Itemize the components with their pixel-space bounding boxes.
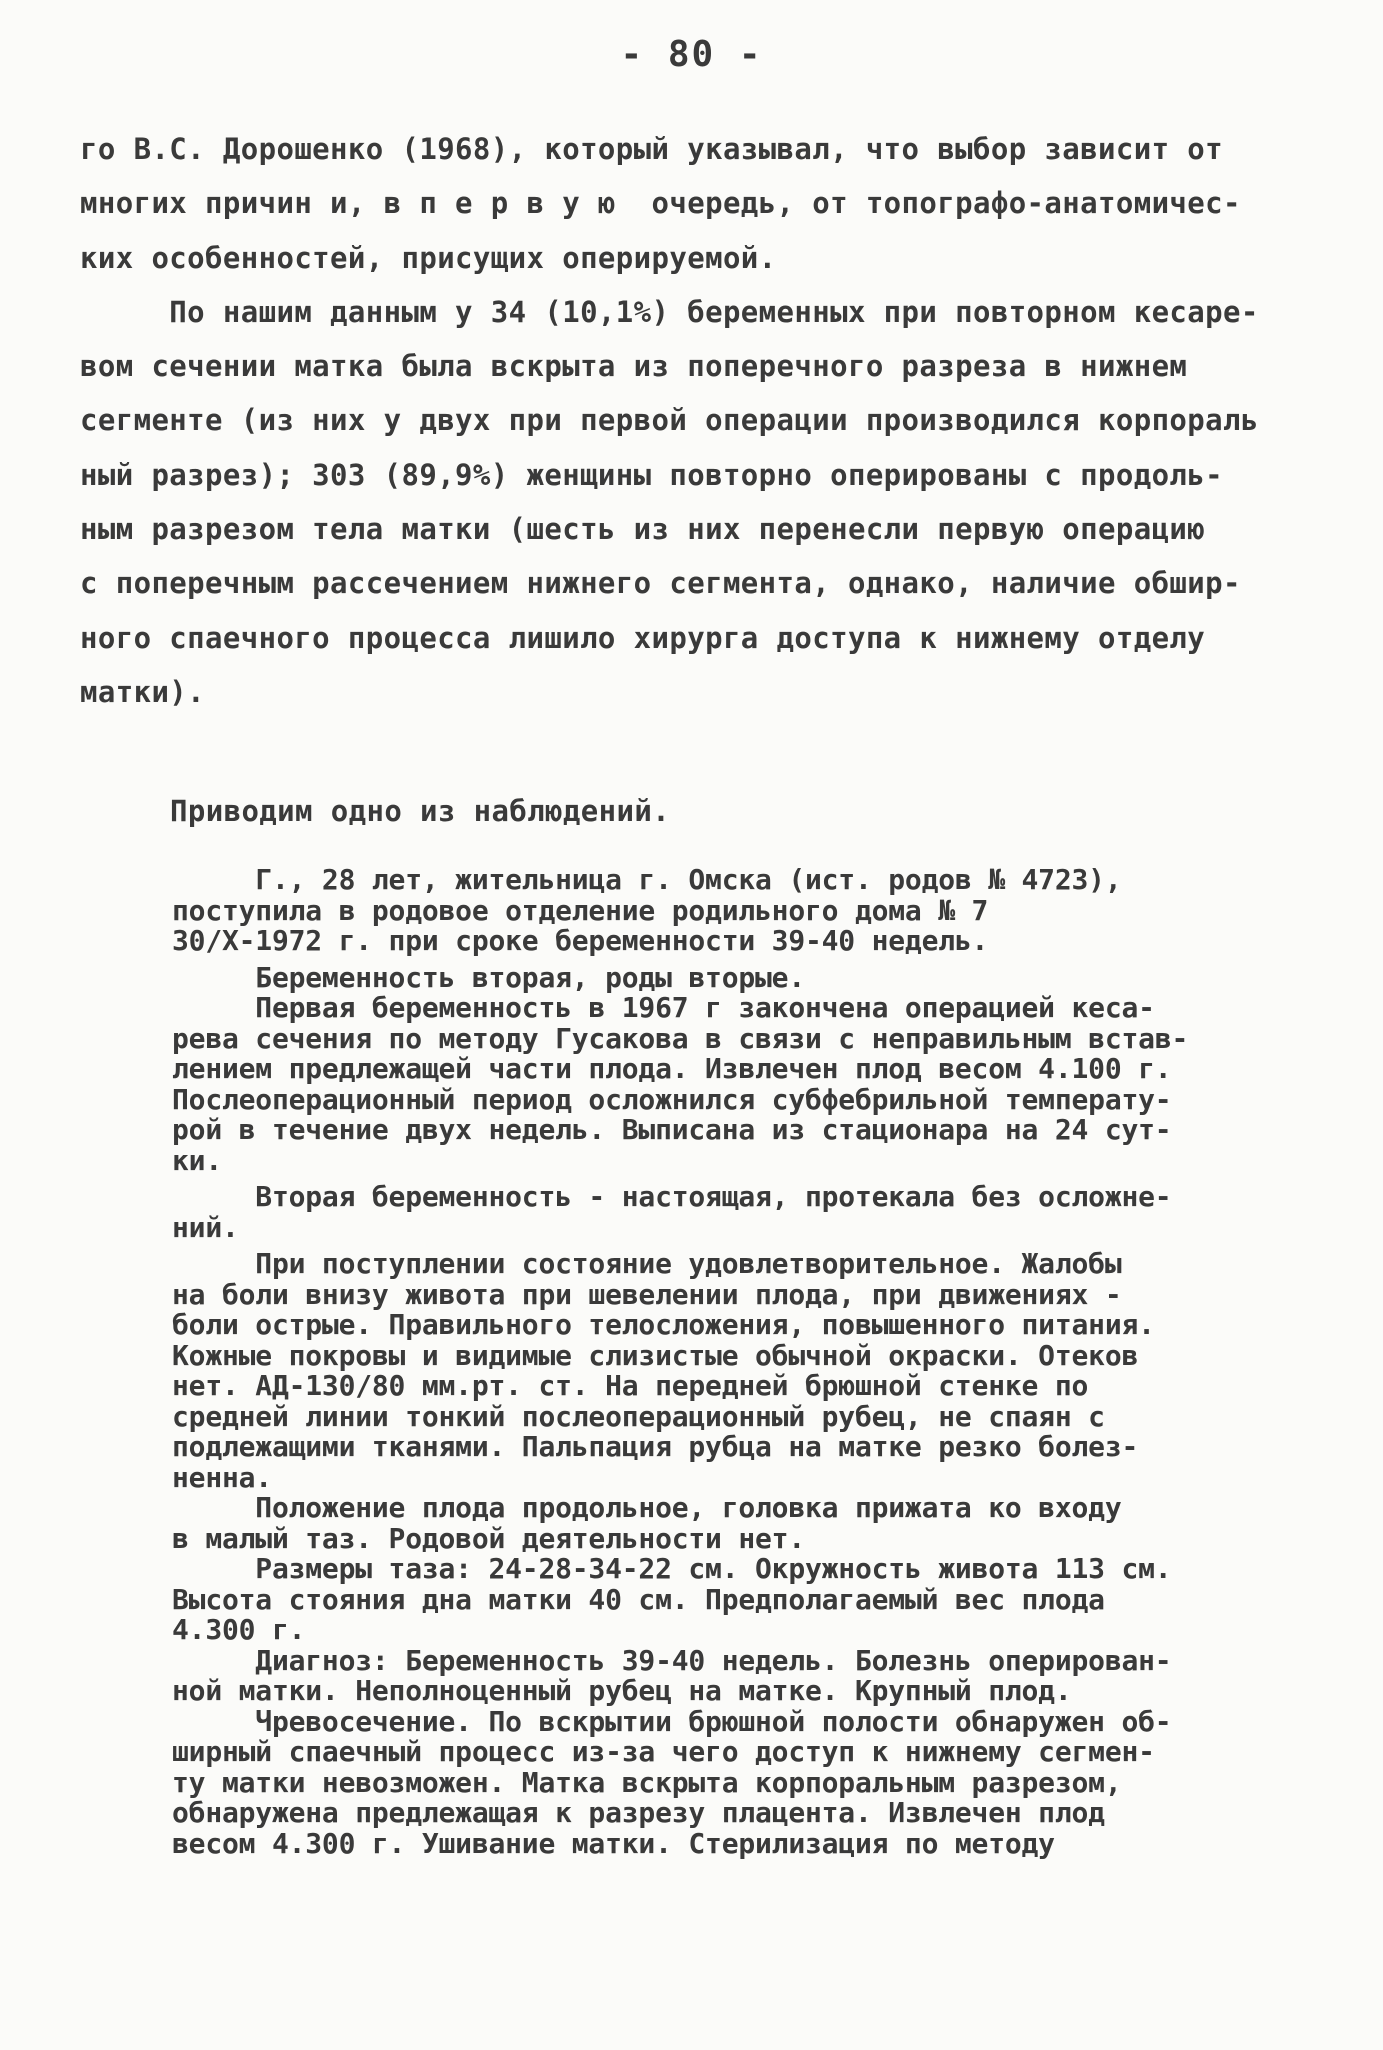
case-line: Кожные покровы и видимые слизистые обычной окраски. Отеков (172, 1338, 1139, 1372)
text-line: матки). (80, 674, 206, 709)
text-line: вом сечении матка была вскрыта из поперечного разреза в нижнем (80, 349, 1188, 384)
case-line: Чревосечение. По вскрытии брюшной полости обнаружен об- (172, 1704, 1172, 1738)
case-line: 4.300 г. (172, 1613, 306, 1646)
text-line: ного спаечного процесса лишило хирурга доступа к нижнему отделу (80, 620, 1206, 655)
case-line: ки. (172, 1143, 222, 1177)
case-line: ной матки. Неполноценный рубец на матке. Крупный плод. (172, 1674, 1072, 1707)
case-line: Вторая беременность - настоящая, протекала без осложне- (172, 1180, 1172, 1213)
case-line: на боли внизу живота при шевелении плода, при движениях - (172, 1277, 1122, 1311)
case-line: рой в течение двух недель. Выписана из стационара на 24 сут- (172, 1113, 1172, 1146)
case-line: обнаружена предлежащая к разрезу плацента. Извлечен плод (172, 1796, 1105, 1829)
body-text (80, 122, 1310, 719)
case-line: Диагноз: Беременность 39-40 недель. Болезнь оперирован- (172, 1643, 1172, 1677)
case-line: Первая беременность в 1967 г закончена операцией кеса- (172, 991, 1155, 1024)
case-line: подлежащими тканями. Пальпация рубца на матке резко болез- (172, 1430, 1139, 1463)
case-line: 30/X-1972 г. при сроке беременности 39-40 недель. (172, 924, 989, 957)
text-line: с поперечным рассечением нижнего сегмента, однако, наличие обшир- (80, 566, 1241, 601)
case-line: Положение плода продольное, головка прижата ко входу (172, 1491, 1122, 1524)
case-line: ний. (172, 1210, 239, 1244)
text-line: ным разрезом тела матки (шесть из них перенесли первую операцию (80, 512, 1206, 547)
text-line: ких особенностей, присущих оперируемой. (80, 240, 777, 275)
case-line: нет. АД-130/80 мм.рт. ст. На передней брюшной стенке по (172, 1369, 1089, 1402)
case-line: При поступлении состояние удовлетворительное. Жалобы (172, 1247, 1122, 1280)
case-line: ненна. (172, 1460, 272, 1494)
case-line: Беременность вторая, роды вторые. (172, 960, 805, 994)
case-report (172, 865, 1312, 1859)
case-line: лением предлежащей части плода. Извлечен плод весом 4.100 г. (172, 1052, 1172, 1085)
case-line: в малый таз. Родовой деятельности нет. (172, 1521, 805, 1555)
case-line: ширный спаечный процесс из-за чего доступ к нижнему сегмен- (172, 1735, 1155, 1768)
case-line: Послеоперационный период осложнился субфебрильной температу- (172, 1082, 1172, 1116)
case-line: Г., 28 лет, жительница г. Омска (ист. родов № 4723), (172, 863, 1122, 896)
text-line: многих причин и, в п е р в у ю очередь, от топографо-анатомичес- (80, 186, 1241, 221)
case-line: ту матки невозможен. Матка вскрыта корпоральным разрезом, (172, 1765, 1122, 1799)
case-line: поступила в родовое отделение родильного дома № 7 (172, 893, 989, 927)
text-line: По нашим данным у 34 (10,1%) беременных при повторном кесаре- (80, 294, 1259, 329)
text-line: ный разрез); 303 (89,9%) женщины повторно оперированы с продоль- (80, 457, 1224, 492)
case-line: весом 4.300 г. Ушивание матки. Стерилизация по методу (172, 1826, 1055, 1860)
case-line: Высота стояния дна матки 40 см. Предполагаемый вес плода (172, 1582, 1105, 1616)
text-line: сегменте (из них у двух при первой операции производился корпораль (80, 403, 1259, 438)
page-number: - 80 - (620, 34, 763, 75)
case-line: Размеры таза: 24-28-34-22 см. Окружность живота 113 см. (172, 1552, 1172, 1585)
case-line: средней линии тонкий послеоперационный рубец, не спаян с (172, 1399, 1105, 1433)
case-intro: Приводим одно из наблюдений. (170, 794, 671, 828)
text-line: го В.С. Дорошенко (1968), который указывал, что выбор зависит от (80, 132, 1224, 166)
case-line: боли острые. Правильного телосложения, повышенного питания. (172, 1308, 1155, 1341)
case-line: рева сечения по методу Гусакова в связи с неправильным встав- (172, 1021, 1189, 1055)
